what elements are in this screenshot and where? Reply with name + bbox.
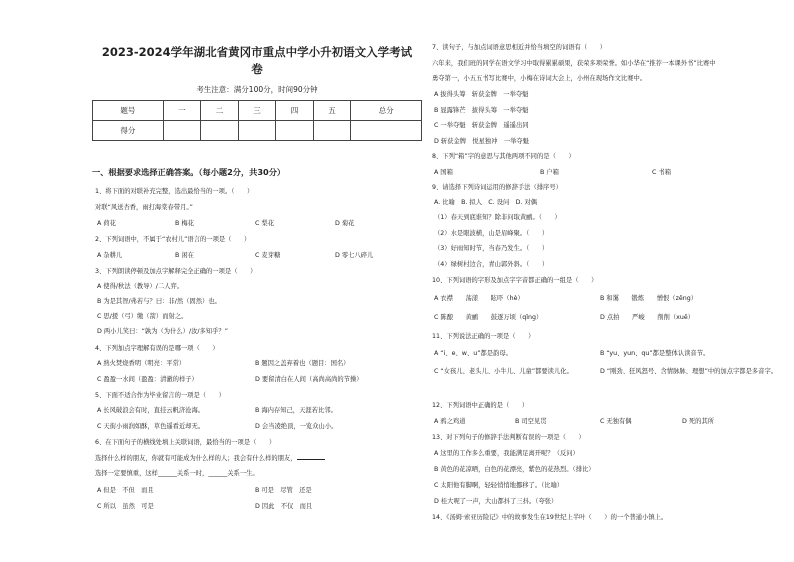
option[interactable]: B 梅花 [175,220,194,227]
option[interactable]: A “i、e、w、u”都是韵母。 [434,350,512,357]
option[interactable]: D 要留清白在人间（高尚高尚的节操） [255,376,363,383]
question-9: 9、请选择下列诗词运用的修辞手法（排序号） [432,184,562,191]
question-6-text [95,455,325,463]
option[interactable]: B 司空见贯 [515,418,547,425]
option[interactable]: B 题因之盖弃着也（题目：国名） [255,360,350,367]
score-header: 题号 [93,101,164,121]
option[interactable]: A 熟火焚烧香明（明亮：平常） [97,360,186,367]
blank[interactable] [297,459,325,460]
question-8: 8、下列“箱”字的意思与其他两项不同的是（ ） [432,153,575,160]
option[interactable]: D “刚劲、狂风怒号、含情脉脉、理想”中的加点字都是多音字。 [600,368,778,375]
option[interactable]: D 两小儿笑曰：“孰为（为什么）/汝/多知乎？” [97,328,228,335]
question-14: 14、《汤姆·索亚历险记》中的故事发生在19世纪上半叶（ ）的一个普通小镇上。 [432,514,668,521]
score-cell[interactable] [201,121,239,141]
score-table [92,100,422,141]
question-4: 4、下列加点字理解有误的是哪一项（ ） [95,345,219,352]
question-9-item[interactable]: （3）好雨知时节，当春乃发生。（ ） [434,245,549,252]
option[interactable]: C 天街小雨润如酥，草色遥看近却无。 [97,423,205,430]
option[interactable]: B 可是 尽管 还是 [255,487,312,494]
section-1-heading: 一、根据要求选择正确答案。（每小题2分，共30分） [92,167,286,177]
option[interactable]: C 梨花 [255,220,274,227]
question-9-options: A. 比喻 B. 拟人 C. 设问 D. 对偶 [434,199,538,206]
option[interactable]: A 荷花 [97,220,116,227]
question-6-text-2: 选择一定要慎重，这样______关系一时，______关系一生。 [95,470,259,477]
option[interactable]: D 零七八碎儿 [335,252,374,259]
option[interactable]: C 太阳他有脚啊，轻轻悄悄地挪移了。（比喻） [434,482,564,489]
title-line-2: 卷 [251,62,263,76]
option[interactable]: D 会当凌绝顶，一览众山小。 [255,423,338,430]
option[interactable]: D 点拍 严峻 削削（xuē） [600,314,695,321]
option[interactable]: A 拔得头筹 斩获金牌 一举夺魁 [434,91,529,98]
option[interactable]: A 鸦之鸡道 [434,418,466,425]
option[interactable]: C 思/援（弓）缴（箭）而射之。 [97,313,188,320]
question-9-item[interactable]: （2）水是眼波横，山是眉峰聚。（ ） [434,230,549,237]
option[interactable]: A 杂耕儿 [97,252,123,259]
question-1: 1、将下面的对联补充完整，选出最恰当的一项。（ ） [95,188,254,195]
option[interactable]: C 陈酿 黄鹂 鼓逐万顷（qǐng） [434,314,543,321]
option[interactable]: C 无独有偶 [600,418,632,425]
option[interactable]: B 为是其智/弗若与？曰：非/然（固然）也。 [97,298,221,305]
score-cell[interactable] [351,121,422,141]
option[interactable]: A 使得/秋法（教导）/二人弈。 [97,283,184,290]
option[interactable]: A 衣襟 荡漾 眩吓（hè） [434,295,524,302]
score-header: 二 [201,101,239,121]
score-header: 一 [163,101,201,121]
option[interactable]: A 但是 不但 而且 [97,487,154,494]
question-9-item[interactable]: （4）绿树村边合，青山郭外斜。（ ） [434,261,549,268]
question-3: 3、下列朗读停顿及加点字解释完全正确的一项是（ ） [95,268,257,275]
question-6: 6、在下面句子的横线处填上关联词语，最恰当的一项是（ ） [95,439,276,446]
question-7-text-2: 勇夺第一，小五五书写比赛中，小梅在诗词大会上，小州在现场作文比赛中。 [432,75,647,82]
title-line-1: 2023-2024学年湖北省黄冈市重点中学小升初语文入学考试 [101,45,413,59]
question-5: 5、下面不适合作为毕业留言的一项是（ ） [95,392,225,399]
question-1-text: 对联“风送杏香，雨打海棠春带月。” [95,204,193,211]
exam-note: 考生注意：满分100分，时间90分钟 [196,85,318,94]
question-2: 2、下列词语中，不属于“农村儿”语言的一项是（ ） [95,236,251,243]
option[interactable]: C 麦芽糖 [255,252,281,259]
option[interactable]: D 因此 不仅 而且 [255,503,313,510]
option[interactable]: B 黄色的花凉晒，白色的花漂亮，紫色的花热烈。（排比） [434,466,595,473]
question-13: 13、对下列句子的修辞手法判断有误的一项是（ ） [432,434,585,441]
option[interactable]: A 长风破浪会有时，直挂云帆济沧海。 [97,407,205,414]
option[interactable]: B 和霭 锻炼 憎恨（zēng） [600,295,698,302]
score-cell[interactable] [163,121,201,141]
option[interactable]: D 桂大呢了一声，大山都抖了三抖。（夸张） [434,498,558,505]
option[interactable]: B 海内存知己，天涯若比邻。 [255,407,337,414]
option[interactable]: C 书箱 [652,169,671,176]
option[interactable]: D 菊花 [335,220,355,227]
score-header-row [93,101,422,121]
option[interactable]: D 斩获金牌 悦星独冲 一举夺魁 [434,138,530,145]
score-row-label: 得分 [93,121,164,141]
question-6-text-1: 选择什么样的朋友，你就有可能成为什么样的人；我会有什么样的朋友， [95,455,297,462]
option[interactable]: A 这里的工作多么重要，我能满足离开呢？（反问） [434,450,579,457]
score-header: 三 [238,101,276,121]
score-header: 四 [276,101,314,121]
score-header: 五 [313,101,351,121]
question-7: 7、读句子，与加点词语意思相近并恰当填空的词语有（ ） [432,44,607,51]
question-12: 12、下列词语中正确的是（ ） [432,402,529,409]
option[interactable]: B 闲在 [175,252,194,259]
score-cell[interactable] [238,121,276,141]
option[interactable]: B “yu、yun、qu”都是整体认读音节。 [600,350,710,357]
option[interactable]: C 所以 虽然 可是 [97,503,154,510]
option[interactable]: B 户箱 [540,169,559,176]
option[interactable]: B 显露锋芒 拔得头筹 一举夺魁 [434,107,529,114]
option[interactable]: A 国箱 [434,169,453,176]
option[interactable]: C 盈盈一水间（盈盈：清澈的样子） [97,376,198,383]
score-header: 总分 [351,101,422,121]
score-cell[interactable] [276,121,314,141]
option[interactable]: D 死的其所 [682,418,715,425]
question-11: 11、下列说法正确的一项是（ ） [432,333,535,340]
question-9-item[interactable]: （1）春天到底谁知？除非问取黄鹂。（ ） [434,214,561,221]
score-row [93,121,422,141]
exam-title [92,44,422,78]
question-7-text-1: 六年来，我们班的同学在语文学习中取得累累硕果，获荣多项荣誉。如小华在“推荐一本课外书”比赛中 [432,60,716,67]
question-10: 10、下列词语的字形及加点字字音都正确的一组是（ ） [432,277,598,284]
option[interactable]: C “女孩儿、老头儿、小牛儿、儿童”都要读儿化。 [434,368,573,375]
score-cell[interactable] [313,121,351,141]
option[interactable]: C 一举夺魁 斩获金牌 遥遥出同 [434,122,529,129]
